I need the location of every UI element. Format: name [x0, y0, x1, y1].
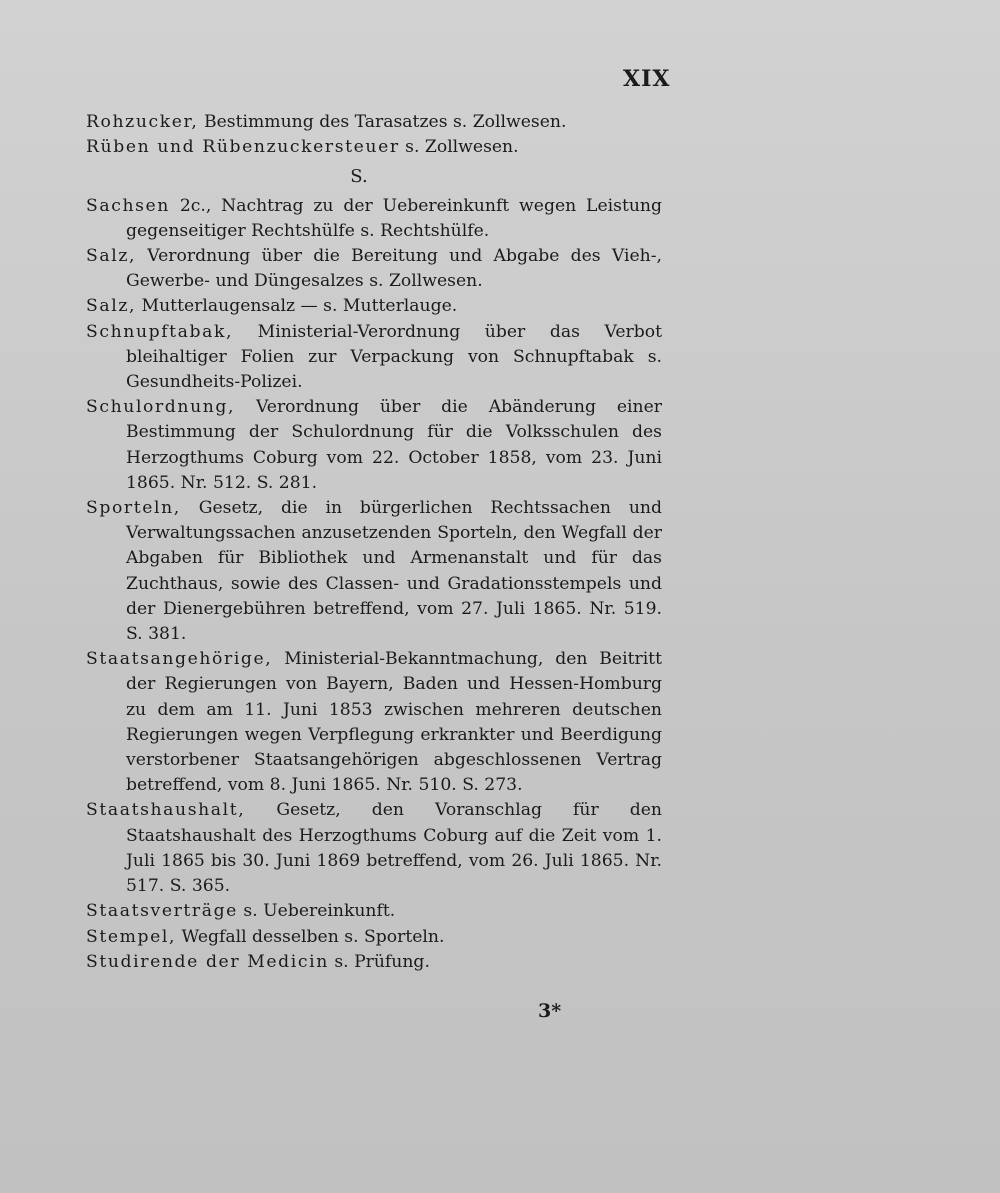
- entry-keyword: Sachsen: [86, 195, 170, 216]
- entry-text: Mutterlaugensalz — s. Mutterlauge.: [136, 296, 458, 317]
- entry-text: 2c., Nachtrag zu der Uebereinkunft wegen Leistung gegenseitiger Rechtshülfe s. Rechtshülfe.: [126, 195, 662, 241]
- entry-keyword: Staatsangehörige,: [86, 649, 273, 670]
- entry-keyword: Sporteln,: [86, 498, 181, 519]
- index-entry: [86, 899, 662, 924]
- entry-text: Verordnung über die Abänderung einer Bestimmung der Schulordnung für die Volksschulen des Herzogthums Coburg vom 22. October 1858, vom 23. Juni 1865. Nr. 512. S. 281.: [126, 397, 662, 493]
- letter-heading: S.: [350, 166, 368, 188]
- entry-keyword: Rüben und Rübenzuckersteuer: [86, 137, 400, 158]
- entry-text: s. Uebereinkunft.: [237, 901, 396, 922]
- entry-keyword: Staatshaushalt,: [86, 800, 246, 821]
- index-entry: [86, 798, 662, 899]
- index-entry: [86, 647, 662, 798]
- index-entry: [86, 294, 662, 319]
- entry-text: Ministerial-Bekanntmachung, den Beitritt der Regierungen von Bayern, Baden und Hessen-Homburg zu dem am 11. Juni 1853 zwischen mehreren deutschen Regierungen wegen Verpflegung erkrankter und Beerdigung verstorbener Staatsangehörigen abgeschlossenen Vertrag betreffend, vom 8. Juni 1865. Nr. 510. S. 273.: [126, 649, 662, 796]
- entry-text: s. Zollwesen.: [399, 137, 519, 158]
- entry-keyword: Studirende der Medicin: [86, 951, 329, 972]
- entry-keyword: Salz,: [86, 296, 137, 317]
- signature-mark: 3*: [538, 1000, 562, 1022]
- index-entry: [86, 925, 662, 950]
- index-entry: [86, 135, 662, 160]
- index-entry: [86, 950, 662, 975]
- entry-keyword: Stempel,: [86, 926, 177, 947]
- index-entry: [86, 194, 662, 244]
- entry-keyword: Rohzucker,: [86, 112, 199, 132]
- entry-text: Ministerial-Verordnung über das Verbot bleihaltiger Folien zur Verpackung von Schnupftabak s. Gesundheits-Polizei.: [126, 321, 662, 393]
- entry-text: Verordnung über die Bereitung und Abgabe des Vieh-, Gewerbe- und Düngesalzes s. Zollwesen.: [126, 246, 662, 292]
- entry-text: Wegfall desselben s. Sporteln.: [176, 926, 445, 947]
- index-entry: [86, 496, 662, 647]
- index-entry: [86, 320, 662, 396]
- index-entries: [86, 110, 662, 975]
- page-number: XIX: [623, 66, 671, 92]
- entry-text: s. Prüfung.: [328, 951, 430, 972]
- index-entry: [86, 110, 662, 135]
- entry-text: Gesetz, den Voranschlag für den Staatshaushalt des Herzogthums Coburg auf die Zeit vom 1. Juli 1865 bis 30. Juni 1869 betreffend, vom 26. Juli 1865. Nr. 517. S. 365.: [126, 800, 662, 897]
- entry-keyword: Schulordnung,: [86, 397, 236, 418]
- entry-keyword: Staatsverträge: [86, 901, 238, 922]
- entry-text: Gesetz, die in bürgerlichen Rechtssachen und Verwaltungssachen anzusetzenden Sporteln, den Wegfall der Abgaben für Bibliothek und Armenanstalt und für das Zuchthaus, sowie des Classen- und Gradationsstempels und der Dienergebühren betreffend, vom 27. Juli 1865. Nr. 519. S. 381.: [126, 498, 662, 645]
- entry-text: Bestimmung des Tarasatzes s. Zollwesen.: [198, 112, 567, 132]
- entry-keyword: Schnupftabak,: [86, 321, 234, 342]
- index-entry: [86, 395, 662, 496]
- index-entry: [86, 244, 662, 294]
- entry-keyword: Salz,: [86, 246, 137, 267]
